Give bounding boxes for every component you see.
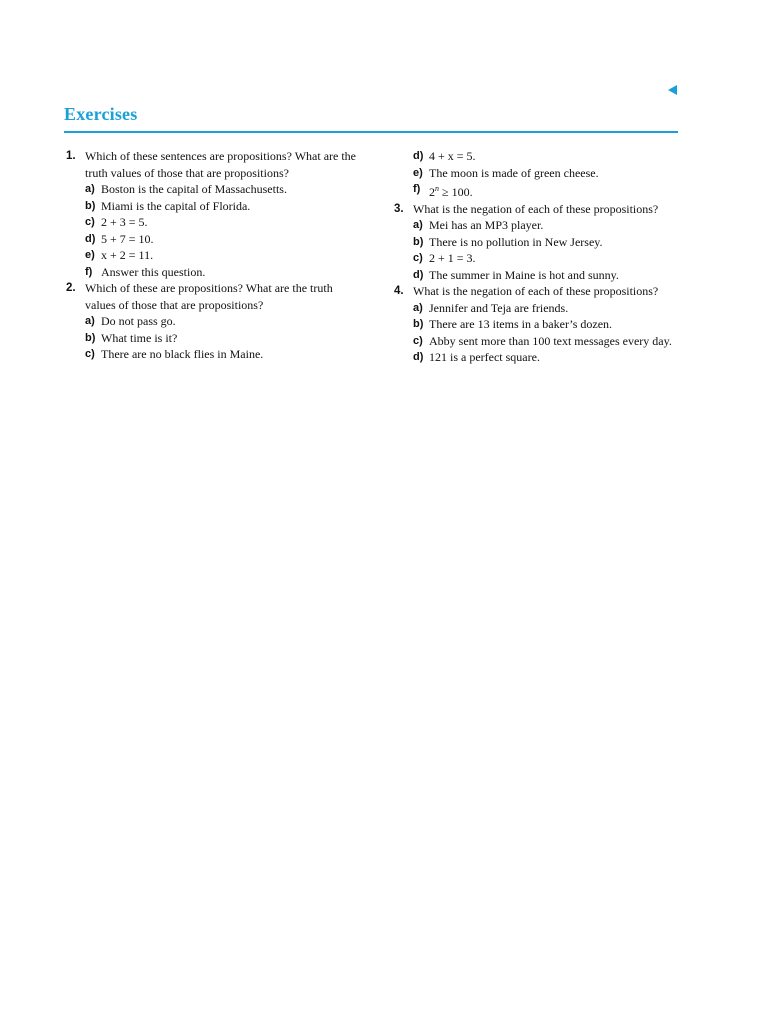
exercise-part	[413, 148, 684, 165]
exercise-number: 2.	[66, 282, 76, 294]
exercise-part	[85, 264, 366, 281]
part-label: d)	[85, 232, 96, 245]
part-text: 121 is a perfect square.	[429, 350, 540, 364]
part-text-superscript: n	[435, 184, 439, 193]
exercise-part	[413, 234, 684, 251]
exercise-prompt: Which of these are propositions? What are the truth values of those that are propositions?	[85, 281, 333, 312]
part-text: Jennifer and Teja are friends.	[429, 300, 569, 315]
exercise-2-continued-parts	[394, 148, 684, 201]
exercise-number: 4.	[394, 285, 404, 297]
exercise-2	[66, 280, 366, 363]
part-label: f)	[413, 183, 421, 195]
exercise-prompt: What is the negation of each of these propositions?	[413, 284, 659, 298]
part-text: Do not pass go.	[101, 314, 176, 328]
right-column	[394, 148, 684, 366]
part-text-base: 2	[429, 185, 435, 199]
left-column	[66, 148, 366, 363]
part-text: Abby sent more than 100 text messages every day.	[429, 333, 672, 348]
exercise-parts	[85, 181, 366, 280]
part-text-rest: ≥ 100.	[439, 185, 473, 199]
exercise-part	[413, 333, 684, 350]
part-text: 2 + 3 = 5.	[101, 215, 148, 229]
part-text: The summer in Maine is hot and sunny.	[429, 267, 619, 282]
exercise-part	[413, 181, 684, 201]
part-label: d)	[413, 150, 424, 162]
exercise-part	[85, 247, 366, 264]
exercise-part	[413, 250, 684, 267]
section-heading: Exercises	[64, 104, 138, 124]
part-label: d)	[413, 351, 424, 363]
exercise-part	[413, 217, 684, 234]
part-label: e)	[85, 249, 95, 261]
exercise-part	[85, 214, 366, 231]
part-text: 4 + x = 5.	[429, 149, 476, 163]
exercise-part	[85, 231, 366, 248]
exercise-part	[85, 330, 366, 347]
part-text: Miami is the capital of Florida.	[101, 198, 251, 213]
exercise-part	[85, 313, 366, 330]
exercise-4	[394, 283, 684, 366]
part-text: There is no pollution in New Jersey.	[429, 234, 603, 249]
exercise-part	[85, 181, 366, 198]
part-text: Answer this question.	[101, 264, 206, 279]
part-label: a)	[413, 219, 423, 231]
part-label: c)	[413, 334, 423, 347]
exercise-parts	[413, 217, 684, 283]
part-text: There are 13 items in a baker’s dozen.	[429, 317, 613, 331]
exercise-part	[413, 349, 684, 366]
part-label: b)	[413, 318, 424, 330]
part-label: b)	[413, 235, 424, 248]
exercise-1	[66, 148, 366, 280]
part-label: b)	[85, 199, 96, 212]
part-text: 2 + 1 = 3.	[429, 251, 476, 265]
part-label: a)	[85, 183, 95, 195]
exercise-part	[85, 346, 366, 363]
part-text: There are no black flies in Maine.	[101, 347, 264, 361]
part-text: What time is it?	[101, 330, 178, 345]
page-marker-icon	[668, 85, 677, 95]
part-label: c)	[85, 348, 95, 360]
exercise-part	[413, 165, 684, 182]
exercise-number: 3.	[394, 202, 404, 215]
part-label: c)	[413, 252, 423, 264]
exercise-prompt: Which of these sentences are propositions? What are the truth values of those that are propositions?	[85, 149, 357, 180]
exercise-number: 1.	[66, 150, 76, 162]
exercise-part	[413, 267, 684, 284]
heading-rule	[64, 131, 678, 133]
exercise-prompt: What is the negation of each of these propositions?	[413, 201, 659, 216]
part-text: 5 + 7 = 10.	[101, 231, 154, 246]
exercise-parts	[85, 313, 366, 363]
part-label: d)	[413, 268, 424, 281]
part-text: x + 2 = 11.	[101, 248, 154, 262]
part-label: a)	[85, 315, 95, 327]
part-text: The moon is made of green cheese.	[429, 165, 599, 180]
exercise-part	[85, 198, 366, 215]
part-text: Mei has an MP3 player.	[429, 218, 544, 232]
part-label: e)	[413, 166, 423, 179]
exercise-part	[413, 316, 684, 333]
part-text: Boston is the capital of Massachusetts.	[101, 182, 287, 196]
part-label: c)	[85, 216, 95, 228]
part-label: a)	[413, 301, 423, 314]
exercise-parts	[413, 300, 684, 366]
exercise-3	[394, 201, 684, 284]
part-label: b)	[85, 331, 96, 344]
part-label: f)	[85, 265, 93, 278]
exercise-part	[413, 300, 684, 317]
